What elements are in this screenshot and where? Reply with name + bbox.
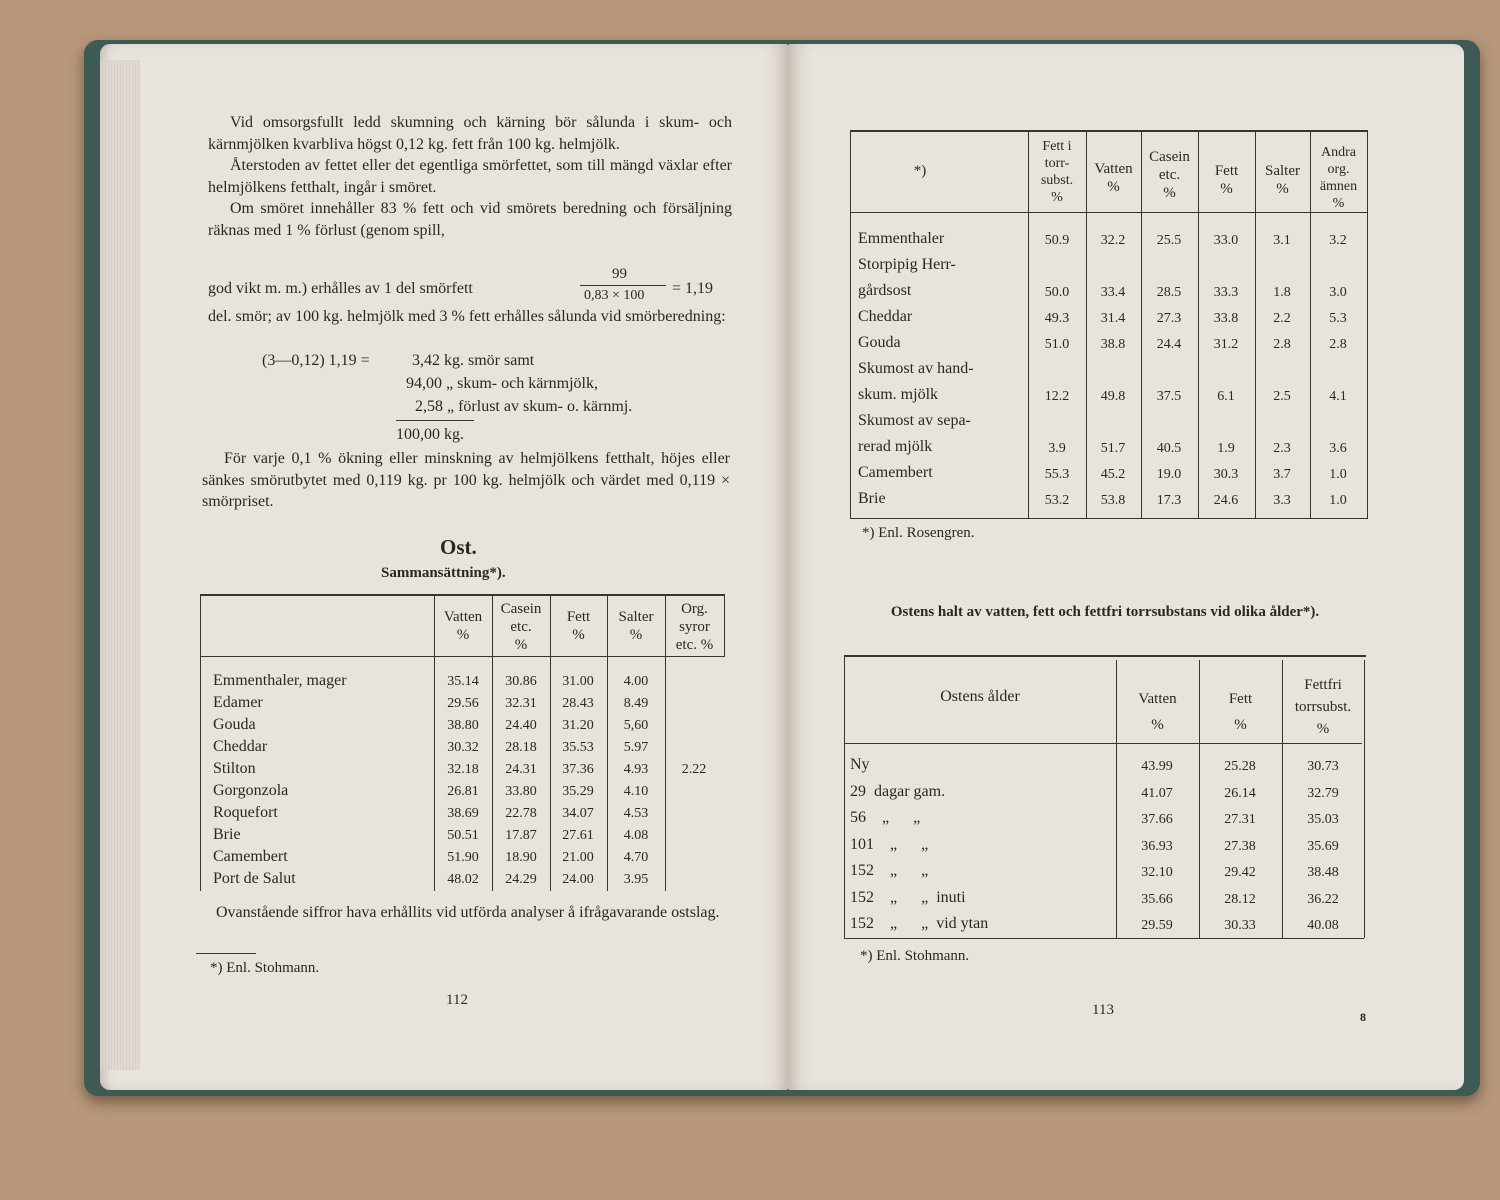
t1-header-andra: Andra org. ämnen % — [1319, 145, 1358, 211]
table-header-rule — [200, 656, 725, 657]
table2-cell: 40.08 — [1307, 918, 1339, 933]
t1-header-fett-torrsubst: Fett i torr- subst. % — [1040, 139, 1074, 205]
table-cell: 29.56 — [447, 696, 479, 711]
table1-cell: 19.0 — [1156, 467, 1182, 482]
calc-line1-left: (3—0,12) 1,19 = — [262, 352, 370, 369]
table1-row-label: Skumost av sepa- — [858, 412, 971, 429]
table2-cell: 27.31 — [1224, 812, 1256, 827]
page-number-right: 113 — [1092, 1002, 1114, 1018]
table1-row-label: Storpipig Herr- — [858, 256, 956, 273]
table1-cell: 12.2 — [1044, 389, 1070, 404]
table2-row-label: 152 „ „ vid ytan — [850, 915, 989, 932]
calc-line2: 94,00 „ skum- och kärnmjölk, — [406, 375, 598, 392]
table-cell: 4.93 — [623, 762, 649, 777]
table2-cell: 35.69 — [1307, 838, 1339, 854]
table-row-label: Stilton — [213, 760, 256, 777]
table-row-label: Edamer — [213, 694, 263, 711]
table1-row-label: Brie — [858, 490, 886, 507]
fraction-denominator: 0,83 × 100 — [584, 288, 645, 303]
table2-cell: 29.59 — [1141, 918, 1173, 933]
table2-cell: 32.79 — [1307, 785, 1339, 801]
sum-rule — [396, 420, 474, 421]
paragraph-3: Om smöret innehåller 83 % fett och vid smörets beredning och försäljning räknas med 1 % förlust (genom spill, — [208, 200, 732, 239]
table1-cell: 50.9 — [1044, 233, 1070, 248]
table-cell: 51.90 — [447, 850, 479, 865]
table1-cell: 33.3 — [1213, 285, 1239, 300]
table-cell: 50.51 — [447, 828, 479, 843]
table1-cell: 3.3 — [1273, 493, 1291, 508]
table-cell: 24.31 — [505, 762, 537, 777]
table1-cell: 30.3 — [1213, 467, 1239, 482]
table1-cell: 24.6 — [1213, 493, 1239, 508]
table2-title: Ostens halt av vatten, fett och fettfri torrsubstans vid olika ålder*). — [890, 604, 1320, 620]
table1-corner: *) — [913, 163, 927, 179]
table1-cell: 6.1 — [1217, 389, 1235, 404]
footnote-stohmann-right: *) Enl. Stohmann. — [860, 948, 970, 964]
table1-cell: 53.2 — [1044, 493, 1070, 508]
table-cell: 27.61 — [562, 828, 594, 843]
table1-row-label: Camembert — [858, 464, 933, 481]
table1-cell: 55.3 — [1044, 467, 1070, 482]
table-cell: 31.20 — [562, 718, 594, 733]
table2-cell: 30.73 — [1307, 759, 1339, 774]
table1-cell: 28.5 — [1156, 285, 1182, 300]
table1-cell: 33.8 — [1213, 311, 1239, 326]
table-cell: 28.43 — [562, 696, 594, 711]
table-cell: 24.29 — [505, 872, 537, 887]
table-cell: 30.86 — [505, 674, 537, 689]
table2-cell: 36.93 — [1141, 838, 1173, 854]
table-cell: 4.53 — [623, 806, 649, 821]
table1-cell: 2.8 — [1273, 337, 1291, 352]
table1-top-rule — [850, 130, 1368, 132]
table1-cell: 3.0 — [1329, 285, 1347, 300]
table1-cell: 24.4 — [1156, 337, 1182, 352]
table1-row-label: Skumost av hand- — [858, 360, 974, 377]
table-row-label: Port de Salut — [213, 870, 296, 887]
table1-cell: 3.1 — [1273, 233, 1291, 248]
table2-cell: 36.22 — [1307, 891, 1339, 907]
table1-cell: 3.7 — [1273, 467, 1291, 482]
table2-row-label: Ny — [850, 756, 870, 773]
table1-cell: 5.3 — [1329, 311, 1347, 326]
formula-line: god vikt m. m.) erhålles av 1 del smörfett — [208, 280, 473, 297]
table2-cell: 28.12 — [1224, 891, 1256, 907]
fraction-bar — [580, 285, 666, 286]
table1-cell: 3.6 — [1329, 441, 1347, 456]
table1-cell: 53.8 — [1100, 493, 1126, 508]
table1-cell: 1.9 — [1217, 441, 1235, 456]
table1-row-label: Cheddar — [858, 308, 913, 325]
table2-cell: 32.10 — [1141, 865, 1173, 880]
table-row-label: Gouda — [213, 716, 256, 733]
table2-cell: 29.42 — [1224, 865, 1256, 880]
table2-cell: 26.14 — [1224, 785, 1256, 801]
table1-cell: 27.3 — [1156, 311, 1182, 326]
paragraph-final: För varje 0,1 % ökning eller minskning av helmjölkens fetthalt, höjes eller sänkes smörutbytet med 0,119 kg. pr 100 kg. helmjölk och värdet med 0,119 × smörpriset. — [202, 450, 730, 511]
table-row-label: Roquefort — [213, 804, 278, 821]
table-row-label: Camembert — [213, 848, 288, 865]
table-cell: 4.08 — [623, 828, 649, 843]
t2-header-age: Ostens ålder — [940, 688, 1020, 705]
table1-cell: 2.8 — [1329, 337, 1347, 352]
table-row-label: Emmenthaler, mager — [213, 672, 347, 689]
t1-header-fett: Fett % — [1214, 163, 1239, 197]
table1-cell: 31.4 — [1100, 311, 1126, 326]
table2-cell: 35.03 — [1307, 812, 1339, 827]
table1-cell: 33.0 — [1213, 233, 1239, 248]
table-cell: 38.80 — [447, 718, 479, 733]
table1-cell: 51.0 — [1044, 337, 1070, 352]
table-cell: 3.95 — [623, 872, 649, 887]
fraction-result: = 1,19 — [672, 280, 714, 297]
table-note: Ovanstående siffror hava erhållits vid utförda analyser å ifrågavarande ostslag. — [216, 904, 720, 921]
table-row-label: Cheddar — [213, 738, 268, 755]
header-casein: Casein etc. % — [500, 601, 542, 653]
calc-total: 100,00 kg. — [396, 426, 464, 443]
table2-cell: 38.48 — [1307, 865, 1339, 880]
table-cell: 38.69 — [447, 806, 479, 821]
table1-cell: 2.3 — [1273, 441, 1291, 456]
table2-header-rule — [844, 743, 1362, 744]
table-cell: 21.00 — [562, 850, 594, 865]
table1-cell: 3.2 — [1329, 233, 1347, 248]
table-cell: 24.00 — [562, 872, 594, 887]
table1-left-border — [850, 131, 851, 518]
paragraph-after-formula: del. smör; av 100 kg. helmjölk med 3 % fett erhålles sålunda vid smörberedning: — [208, 308, 726, 325]
table1-cell: 17.3 — [1156, 493, 1182, 508]
table2-cell: 27.38 — [1224, 838, 1256, 854]
header-vatten: Vatten % — [443, 609, 483, 643]
table1-cell: 40.5 — [1156, 441, 1182, 456]
table-title: Sammansättning*). — [381, 565, 506, 581]
table-cell: 4.70 — [623, 850, 649, 865]
table2-cell: 25.28 — [1224, 759, 1256, 774]
calc-line3: 2,58 „ förlust av skum- o. kärnmj. — [415, 398, 633, 415]
table2-row-label: 101 „ „ — [850, 835, 929, 853]
table1-cell: 31.2 — [1213, 337, 1239, 352]
left-text-block — [208, 112, 732, 242]
table-cell: 5,60 — [623, 718, 649, 733]
table2-row-label: 29 dagar gam. — [850, 782, 946, 800]
table-cell: 32.18 — [447, 762, 479, 777]
table-cell: 34.07 — [562, 806, 594, 821]
table1-cell: 33.4 — [1100, 285, 1126, 300]
table1-cell: 1.8 — [1273, 285, 1291, 300]
t1-header-vatten: Vatten % — [1094, 161, 1133, 195]
table2-cell: 30.33 — [1224, 918, 1256, 933]
table2-cell: 35.66 — [1141, 891, 1173, 907]
table-row-label: Brie — [213, 826, 241, 843]
table1-cell: 49.8 — [1100, 389, 1126, 404]
table-cell: 24.40 — [505, 718, 537, 733]
paragraph-1: Vid omsorgsfullt ledd skumning och kärning bör sålunda i skum- och kärnmjölken kvarbliva högst 0,12 kg. fett från 100 kg. helmjölk. — [208, 114, 732, 153]
table-cell: 22.78 — [505, 806, 537, 821]
header-org-syror: Org. syror etc. % — [675, 601, 714, 653]
table-cell: 33.80 — [505, 784, 537, 799]
table-cell: 35.53 — [562, 740, 594, 755]
table1-cell: 2.5 — [1273, 389, 1291, 404]
table-top-rule — [200, 594, 725, 596]
table2-row-label: 152 „ „ inuti — [850, 888, 966, 906]
table1-cell: 49.3 — [1044, 311, 1070, 326]
table-cell: 35.14 — [447, 674, 479, 689]
table2-cell: 37.66 — [1141, 812, 1173, 827]
table1-row-label: gårdsost — [858, 282, 912, 299]
t1-header-salter: Salter % — [1265, 163, 1300, 197]
table-cell: 18.90 — [505, 850, 537, 865]
table-cell: 48.02 — [447, 872, 479, 887]
table2-right-border — [1364, 660, 1365, 938]
table1-right-border — [1367, 131, 1368, 518]
table-cell: 31.00 — [562, 674, 594, 689]
table1-cell: 25.5 — [1156, 233, 1182, 248]
table1-row-label: rerad mjölk — [858, 438, 933, 455]
table-cell: 30.32 — [447, 740, 479, 755]
table2-cell: 43.99 — [1141, 759, 1173, 774]
page-number-left: 112 — [446, 992, 468, 1008]
t1-header-casein: Casein etc. % — [1149, 149, 1190, 201]
table1-row-label: Gouda — [858, 334, 901, 351]
header-salter: Salter % — [618, 609, 654, 643]
table1-row-label: Emmenthaler — [858, 230, 945, 247]
fraction-numerator: 99 — [612, 266, 627, 282]
footnote-rule — [196, 953, 256, 954]
table-cell: 5.97 — [623, 740, 649, 755]
table-cell: 8.49 — [623, 696, 649, 711]
table-cell: 17.87 — [505, 828, 537, 843]
footnote-left: *) Enl. Stohmann. — [210, 960, 320, 976]
table-row-label: Gorgonzola — [213, 782, 289, 799]
table1-cell: 2.2 — [1273, 311, 1291, 326]
paragraph-2: Återstoden av fettet eller det egentliga smörfettet, som till mängd växlar efter helmjölkens fetthalt, ingår i smöret. — [208, 157, 732, 196]
t2-header-vatten: Vatten % — [1138, 691, 1177, 733]
table-cell: 2.22 — [681, 762, 707, 777]
calc-line1-right: 3,42 kg. smör samt — [412, 352, 535, 369]
table-left-border — [200, 595, 201, 891]
table1-cell: 50.0 — [1044, 285, 1070, 300]
table2-row-label: 56 „ „ — [850, 809, 921, 826]
signature-mark: 8 — [1360, 1010, 1366, 1024]
table2-row-label: 152 „ „ — [850, 862, 929, 879]
page-edges — [100, 60, 140, 1070]
table1-cell: 45.2 — [1100, 467, 1126, 482]
table-right-border — [724, 595, 725, 657]
table1-cell: 3.9 — [1048, 441, 1066, 456]
table1-cell: 4.1 — [1329, 389, 1347, 404]
table-cell: 28.18 — [505, 740, 537, 755]
table1-cell: 51.7 — [1100, 441, 1126, 456]
table1-bottom-rule — [850, 518, 1368, 519]
table-cell: 4.10 — [623, 784, 649, 799]
table1-row-label: skum. mjölk — [858, 386, 939, 403]
table1-cell: 37.5 — [1156, 389, 1182, 404]
table-cell: 4.00 — [623, 674, 649, 689]
section-title: Ost. — [440, 535, 477, 559]
table2-cell: 41.07 — [1141, 785, 1173, 801]
table-cell: 26.81 — [447, 784, 479, 799]
table-cell: 37.36 — [562, 762, 594, 777]
table1-cell: 38.8 — [1100, 337, 1126, 352]
table2-bottom-rule — [844, 938, 1364, 939]
table1-cell: 1.0 — [1329, 467, 1347, 482]
table1-cell: 32.2 — [1100, 233, 1126, 248]
header-fett: Fett % — [566, 609, 591, 643]
table1-cell: 1.0 — [1329, 493, 1347, 508]
table2-top-rule — [844, 655, 1366, 657]
t2-header-fett: Fett % — [1228, 691, 1253, 733]
table1-header-rule — [850, 212, 1368, 213]
table-cell: 32.31 — [505, 696, 537, 711]
t2-header-fettfri: Fettfri torrsubst. % — [1294, 677, 1352, 737]
table-cell: 35.29 — [562, 784, 594, 799]
footnote-rosengren: *) Enl. Rosengren. — [862, 525, 975, 541]
